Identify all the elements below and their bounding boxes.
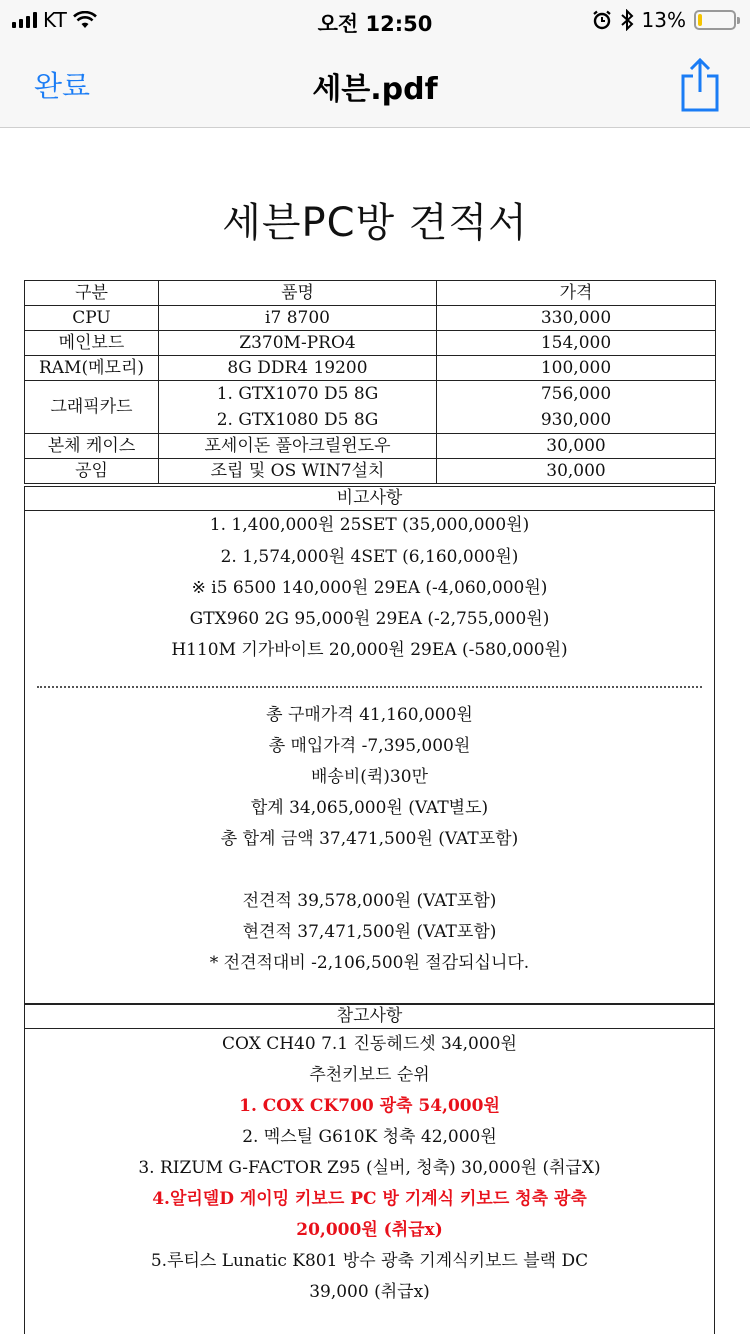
document-filename xyxy=(0,64,750,108)
notes-section xyxy=(24,1029,715,1334)
row-category: CPU xyxy=(25,306,159,331)
row-price-line: 756,000 xyxy=(540,384,612,404)
estimate-table xyxy=(24,280,716,484)
table-row xyxy=(25,459,716,484)
row-item: Z370M-PRO4 xyxy=(159,331,437,356)
table-row xyxy=(25,356,716,381)
notes-line: 3. RIZUM G-FACTOR Z95 (실버, 청축) 30,000원 (취급X) xyxy=(138,1158,601,1178)
pdf-document-page[interactable] xyxy=(0,129,750,1334)
nav-title-text: 세븐.pdf xyxy=(312,72,438,107)
notes-heading: 참고사항 xyxy=(24,1004,715,1029)
remarks-heading: 비고사항 xyxy=(24,486,715,511)
row-item: 8G DDR4 19200 xyxy=(159,356,437,381)
remarks-top-group xyxy=(25,511,714,666)
row-category: RAM(메모리) xyxy=(25,356,159,381)
notes-line: 5.루티스 Lunatic K801 방수 광축 기계식키보드 블랙 DC xyxy=(150,1251,589,1271)
remarks-line: 1. 1,400,000원 25SET (35,000,000원) xyxy=(209,515,530,535)
row-price: 100,000 xyxy=(437,356,716,381)
remarks-line: 2. 1,574,000원 4SET (6,160,000원) xyxy=(220,547,519,567)
notes-line: COX CH40 7.1 진동헤드셋 34,000원 xyxy=(222,1034,517,1054)
carrier-label: KT xyxy=(43,8,67,32)
share-icon[interactable] xyxy=(680,56,720,112)
notes-line-highlight: 20,000원 (취급x) xyxy=(296,1220,443,1240)
row-price: 330,000 xyxy=(437,306,716,331)
battery-percent: 13% xyxy=(641,8,686,32)
remarks-line: 총 구매가격 41,160,000원 xyxy=(266,705,473,725)
notes-line-highlight: 1. COX CK700 광축 54,000원 xyxy=(239,1096,500,1116)
remarks-section xyxy=(24,511,715,1004)
remarks-compare-group xyxy=(25,886,714,979)
row-category: 그래픽카드 xyxy=(25,381,159,434)
navigation-bar xyxy=(0,40,750,128)
row-price-line: 930,000 xyxy=(540,410,612,430)
status-right xyxy=(592,8,736,32)
remarks-line: 총 매입가격 -7,395,000원 xyxy=(268,736,471,756)
notes-line: 추천키보드 순위 xyxy=(309,1065,430,1085)
battery-icon xyxy=(694,10,736,30)
dotted-divider xyxy=(37,686,702,688)
notes-line: 2. 멕스틸 G610K 청축 42,000원 xyxy=(242,1127,497,1147)
remarks-line: 전견적 39,578,000원 (VAT포함) xyxy=(242,891,497,911)
header-price: 가격 xyxy=(437,281,716,306)
alarm-icon xyxy=(592,10,612,30)
notes-line: 39,000 (취급x) xyxy=(309,1282,430,1302)
document-title: 세븐PC방 견적서 xyxy=(222,200,528,246)
table-row xyxy=(25,306,716,331)
row-item-line: 2. GTX1080 D5 8G xyxy=(216,410,379,430)
row-item: i7 8700 xyxy=(159,306,437,331)
row-item: 포세이돈 풀아크릴윈도우 xyxy=(159,434,437,459)
remarks-line: 현견적 37,471,500원 (VAT포함) xyxy=(242,922,497,942)
table-row xyxy=(25,434,716,459)
remarks-line: GTX960 2G 95,000원 29EA (-2,755,000원) xyxy=(189,609,550,629)
remarks-line: 배송비(퀵)30만 xyxy=(310,767,428,787)
row-price: 30,000 xyxy=(437,459,716,484)
row-item xyxy=(159,381,437,434)
remarks-line: * 전견적대비 -2,106,500원 절감되십니다. xyxy=(209,953,530,973)
row-item: 조립 및 OS WIN7설치 xyxy=(159,459,437,484)
row-price: 154,000 xyxy=(437,331,716,356)
remarks-total-group xyxy=(25,700,714,855)
done-button[interactable]: 완료 xyxy=(34,69,91,103)
table-row xyxy=(25,331,716,356)
row-price: 30,000 xyxy=(437,434,716,459)
remarks-line: H110M 기가바이트 20,000원 29EA (-580,000원) xyxy=(171,640,568,660)
remarks-line: 합계 34,065,000원 (VAT별도) xyxy=(250,798,489,818)
remarks-line: 총 합계 금액 37,471,500원 (VAT포함) xyxy=(220,829,519,849)
status-bar xyxy=(0,0,750,40)
row-category: 본체 케이스 xyxy=(25,434,159,459)
notes-line-highlight: 4.알리델D 게이밍 키보드 PC 방 기계식 키보드 청축 광축 xyxy=(152,1189,587,1209)
header-category: 구분 xyxy=(25,281,159,306)
row-item-line: 1. GTX1070 D5 8G xyxy=(216,384,379,404)
row-category: 메인보드 xyxy=(25,331,159,356)
table-header-row xyxy=(25,281,716,306)
table-row xyxy=(25,381,716,434)
row-price xyxy=(437,381,716,434)
remarks-line: ※ i5 6500 140,000원 29EA (-4,060,000원) xyxy=(191,578,548,598)
header-item: 품명 xyxy=(159,281,437,306)
row-category: 공임 xyxy=(25,459,159,484)
status-time: 오전 12:50 xyxy=(317,12,433,36)
bluetooth-icon xyxy=(620,9,634,31)
